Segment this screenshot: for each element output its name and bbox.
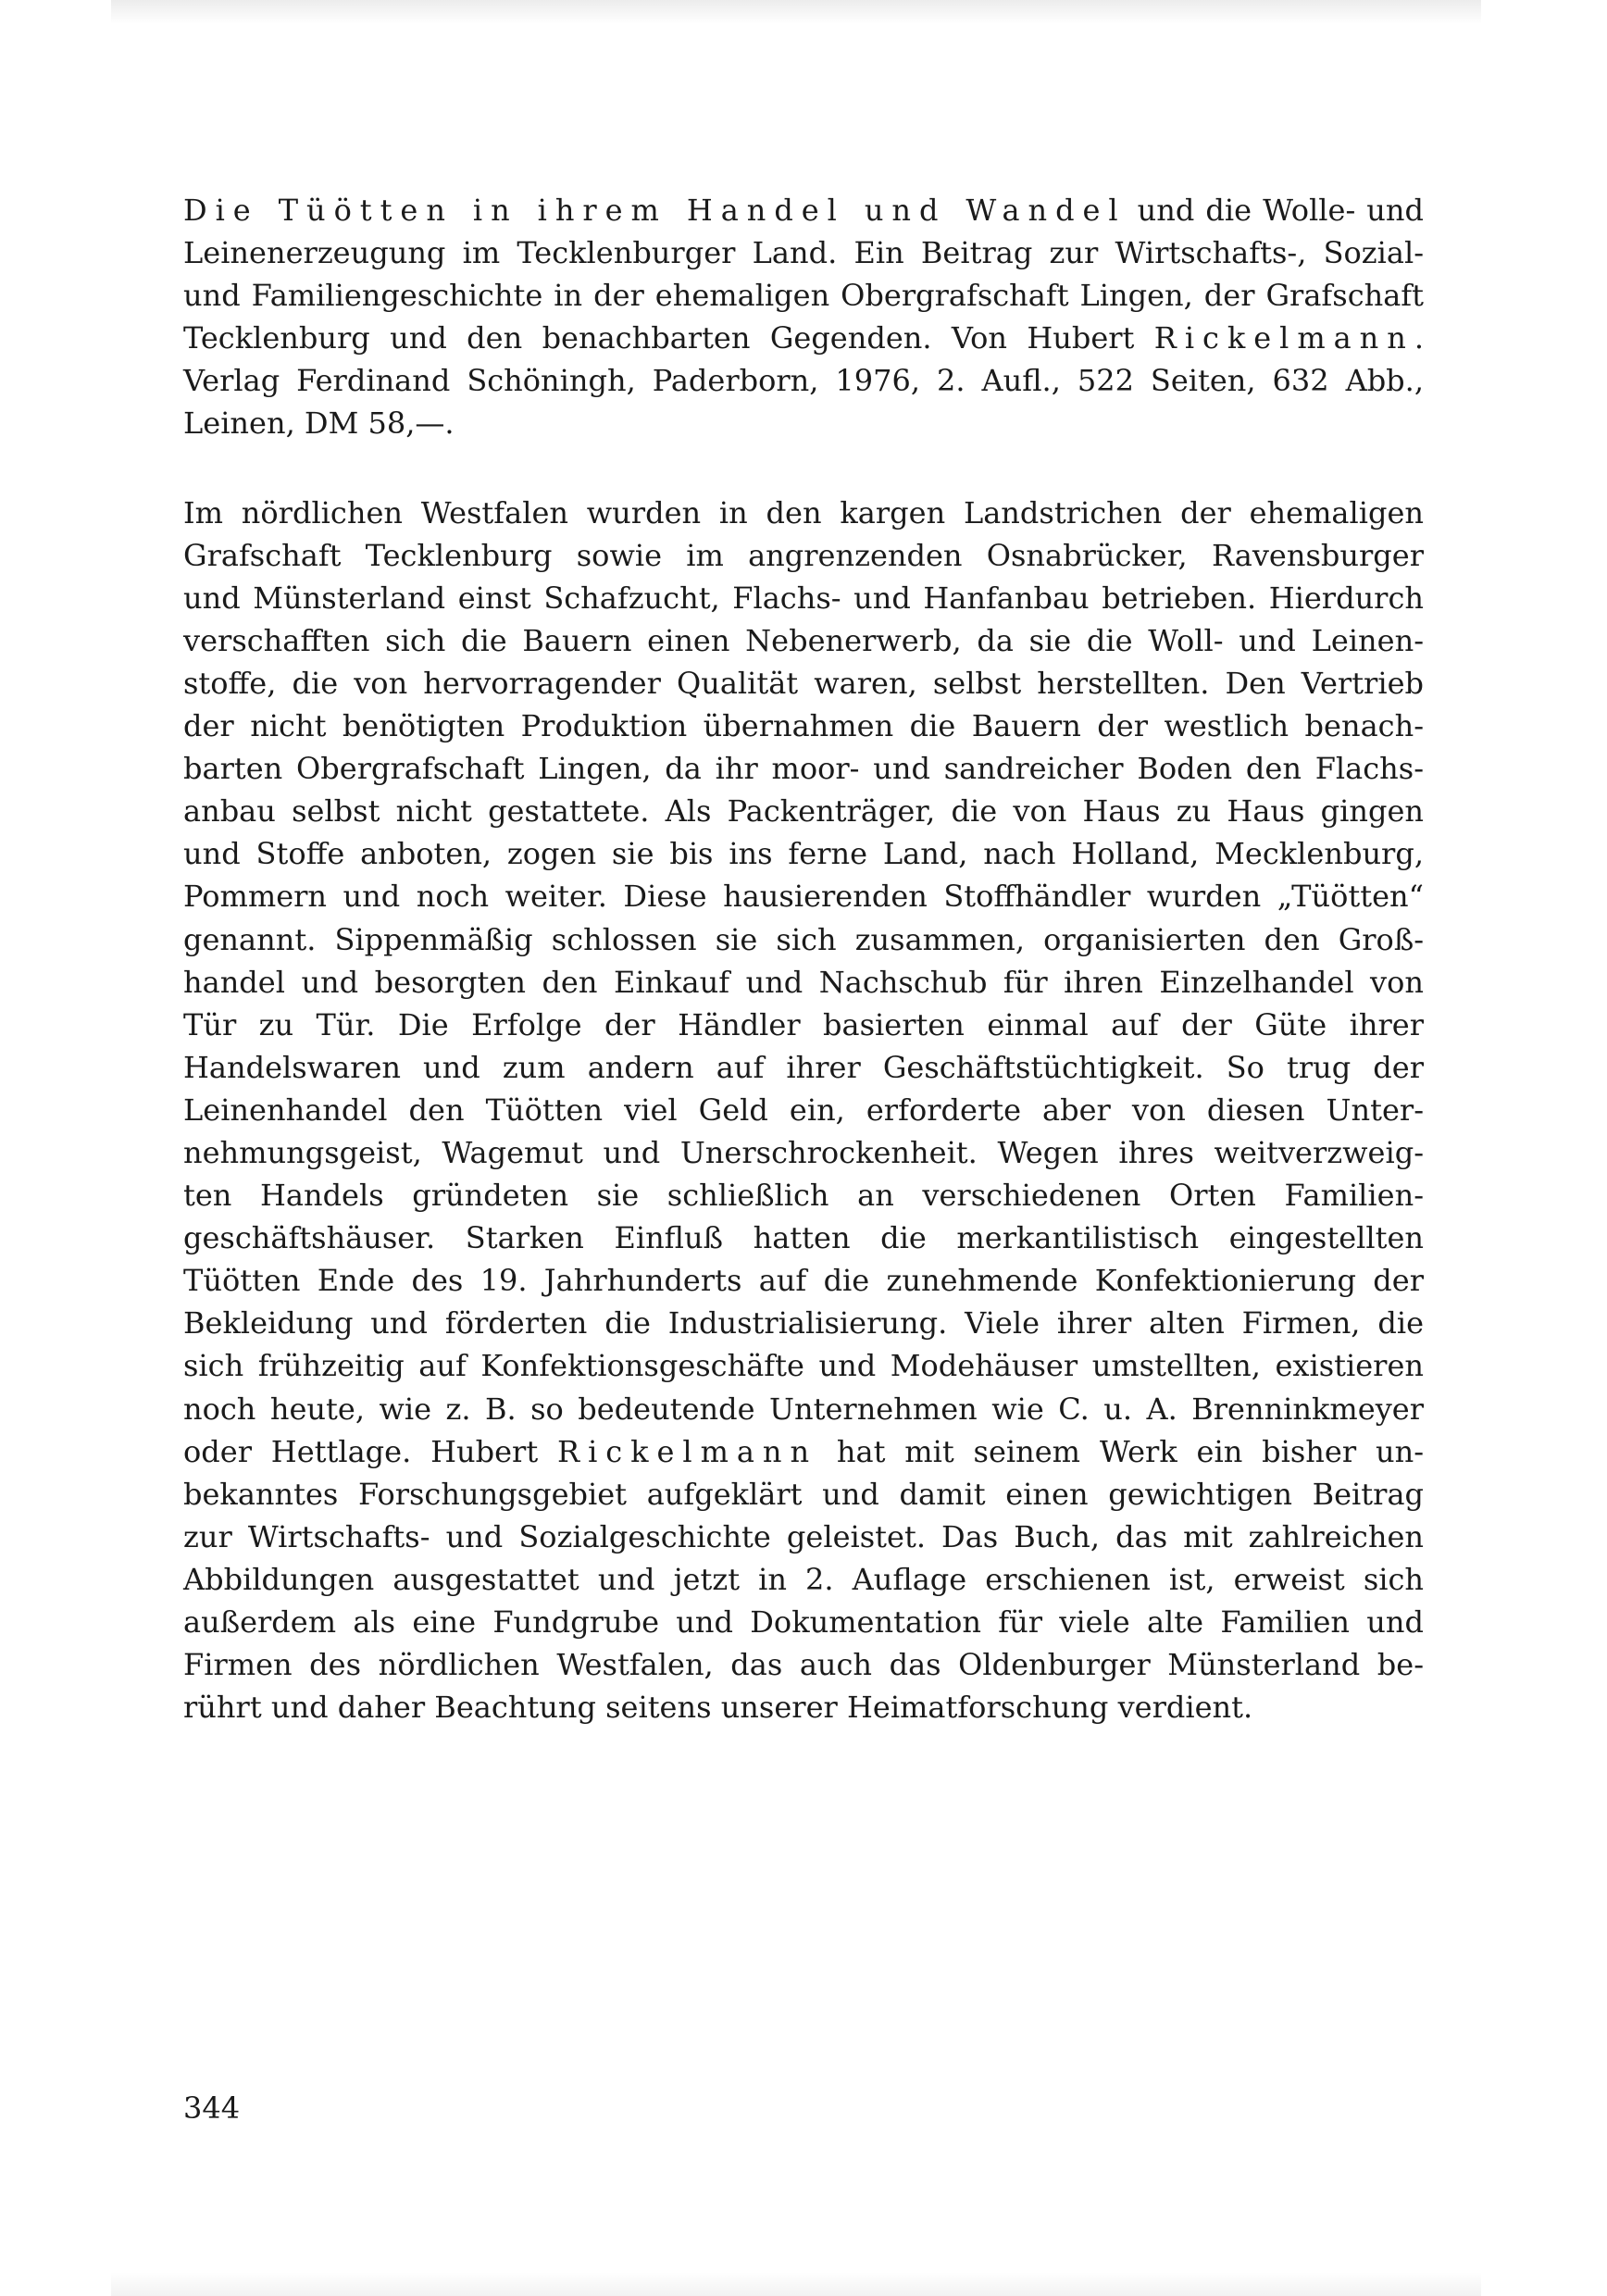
review-line	[183, 1473, 1424, 1516]
review-text: hat mit seinem Werk ein bisher un-	[817, 1433, 1425, 1469]
review-line	[183, 1174, 1424, 1217]
review-text: barten Obergrafschaft Lingen, da ihr moor- und sandreicher Boden den Flachs-	[183, 751, 1424, 787]
review-line	[183, 1516, 1424, 1558]
citation-text: und die Wolle- und	[1126, 193, 1424, 228]
review-text: Pommern und noch weiter. Diese hausierenden Stoffhändler wurden „Tüötten“	[183, 879, 1424, 915]
review-text: noch heute, wie z. B. so bedeutende Unternehmen wie C. u. A. Brenninkmeyer	[183, 1391, 1424, 1427]
page-body	[183, 189, 1424, 1728]
review-text: und Stoffe anboten, zogen sie bis ins ferne Land, nach Holland, Mecklenburg,	[183, 836, 1424, 872]
review-line	[183, 1302, 1424, 1344]
review-text: Im nördlichen Westfalen wurden in den kargen Landstrichen der ehemaligen	[183, 494, 1424, 530]
review-text: handel und besorgten den Einkauf und Nachschub für ihren Einzelhandel von	[183, 964, 1424, 1000]
review-line	[183, 705, 1424, 747]
review-line	[183, 1344, 1424, 1387]
review-line	[183, 534, 1424, 577]
citation-line	[183, 231, 1424, 274]
review-text: ten Handels gründeten sie schließlich an verschiedenen Orten Familien-	[183, 1178, 1424, 1214]
review-text: oder Hettlage. Hubert	[183, 1433, 558, 1469]
review-line	[183, 961, 1424, 1004]
review-text: Bekleidung und förderten die Industrialisierung. Viele ihrer alten Firmen, die	[183, 1305, 1424, 1341]
review-line	[183, 875, 1424, 917]
review-line	[183, 1388, 1424, 1430]
review-line	[183, 1601, 1424, 1643]
review-line	[183, 1259, 1424, 1302]
citation-line	[183, 402, 1424, 444]
review-line	[183, 1643, 1424, 1686]
review-line	[183, 619, 1424, 662]
review-line	[183, 918, 1424, 961]
review-text: und Münsterland einst Schafzucht, Flachs- und Hanfanbau betrieben. Hierdurch	[183, 580, 1424, 616]
citation-line	[183, 317, 1424, 359]
review-text: sich frühzeitig auf Konfektionsgeschäfte und Modehäuser umstellten, existieren	[183, 1348, 1424, 1384]
review-text: Handelswaren und zum andern auf ihrer Geschäftstüchtigkeit. So trug der	[183, 1049, 1424, 1085]
citation-text: und Familiengeschichte in der ehemaligen Obergrafschaft Lingen, der Grafschaft	[183, 278, 1424, 314]
citation-text: Verlag Ferdinand Schöningh, Paderborn, 1976, 2. Aufl., 522 Seiten, 632 Abb.,	[183, 363, 1424, 399]
review-text: Grafschaft Tecklenburg sowie im angrenzenden Osnabrücker, Ravensburger	[183, 537, 1424, 573]
review-line	[183, 790, 1424, 832]
citation-line	[183, 359, 1424, 402]
review-text: Tür zu Tür. Die Erfolge der Händler basierten einmal auf der Güte ihrer	[183, 1006, 1424, 1042]
review-text: außerdem als eine Fundgrube und Dokumentation für viele alte Familien und	[183, 1604, 1424, 1640]
review-text: anbau selbst nicht gestattete. Als Packenträger, die von Haus zu Haus gingen	[183, 793, 1424, 830]
review-text: stoffe, die von hervorragender Qualität waren, selbst herstellten. Den Vertrieb	[183, 665, 1424, 701]
citation-text: Tecklenburg und den benachbarten Gegenden. Von Hubert	[183, 320, 1154, 356]
review-text: Abbildungen ausgestattet und jetzt in 2. Auflage erschienen ist, erweist sich	[183, 1561, 1424, 1597]
review-text: nehmungsgeist, Wagemut und Unerschrockenheit. Wegen ihres weitverzweig-	[183, 1134, 1424, 1170]
review-line	[183, 1046, 1424, 1089]
citation-spaced-text: Die Tüötten in ihrem Handel und Wandel	[183, 193, 1127, 228]
review-line	[183, 747, 1424, 790]
citation-text: Leinenerzeugung im Tecklenburger Land. Ein Beitrag zur Wirtschafts-, Sozial-	[183, 235, 1424, 271]
citation-spaced-text: Rickelmann	[1153, 320, 1414, 356]
citation-line	[183, 189, 1424, 231]
review-line	[183, 1217, 1424, 1259]
review-line	[183, 1004, 1424, 1046]
review-text: verschafften sich die Bauern einen Nebenerwerb, da sie die Woll- und Leinen-	[183, 622, 1424, 658]
review-text: zur Wirtschafts- und Sozialgeschichte geleistet. Das Buch, das mit zahlreichen	[183, 1518, 1424, 1554]
review-line	[183, 1089, 1424, 1131]
review-line	[183, 577, 1424, 619]
scan-edge-top	[111, 0, 1481, 24]
review-text: der nicht benötigten Produktion übernahmen die Bauern der westlich benach-	[183, 708, 1424, 744]
citation-line	[183, 274, 1424, 317]
citation-text: Leinen, DM 58,—.	[183, 406, 455, 442]
review-line	[183, 832, 1424, 875]
review-line	[183, 1131, 1424, 1174]
review-line	[183, 1686, 1424, 1728]
review-line	[183, 662, 1424, 705]
review-line	[183, 1558, 1424, 1601]
review-text: Tüötten Ende des 19. Jahrhunderts auf die zunehmende Konfektionierung der	[183, 1263, 1424, 1299]
review-line	[183, 492, 1424, 534]
review-line	[183, 1430, 1424, 1473]
review-text: bekanntes Forschungsgebiet aufgeklärt und damit einen gewichtigen Beitrag	[183, 1476, 1424, 1512]
review-text	[183, 492, 1424, 1729]
review-text: genannt. Sippenmäßig schlossen sie sich zusammen, organisierten den Groß-	[183, 921, 1424, 957]
review-text: rührt und daher Beachtung seitens unserer Heimatforschung verdient.	[183, 1690, 1253, 1726]
review-text: Firmen des nördlichen Westfalen, das auch das Oldenburger Münsterland be-	[183, 1647, 1424, 1683]
scan-edge-bottom	[111, 2272, 1481, 2296]
review-text: Leinenhandel den Tüötten viel Geld ein, erforderte aber von diesen Unter-	[183, 1092, 1424, 1128]
book-citation	[183, 189, 1424, 445]
review-text: geschäftshäuser. Starken Einfluß hatten die merkantilistisch eingestellten	[183, 1220, 1424, 1256]
page-number: 344	[183, 2090, 241, 2126]
review-spaced-text: Rickelmann	[557, 1433, 818, 1469]
citation-text: .	[1414, 320, 1424, 356]
